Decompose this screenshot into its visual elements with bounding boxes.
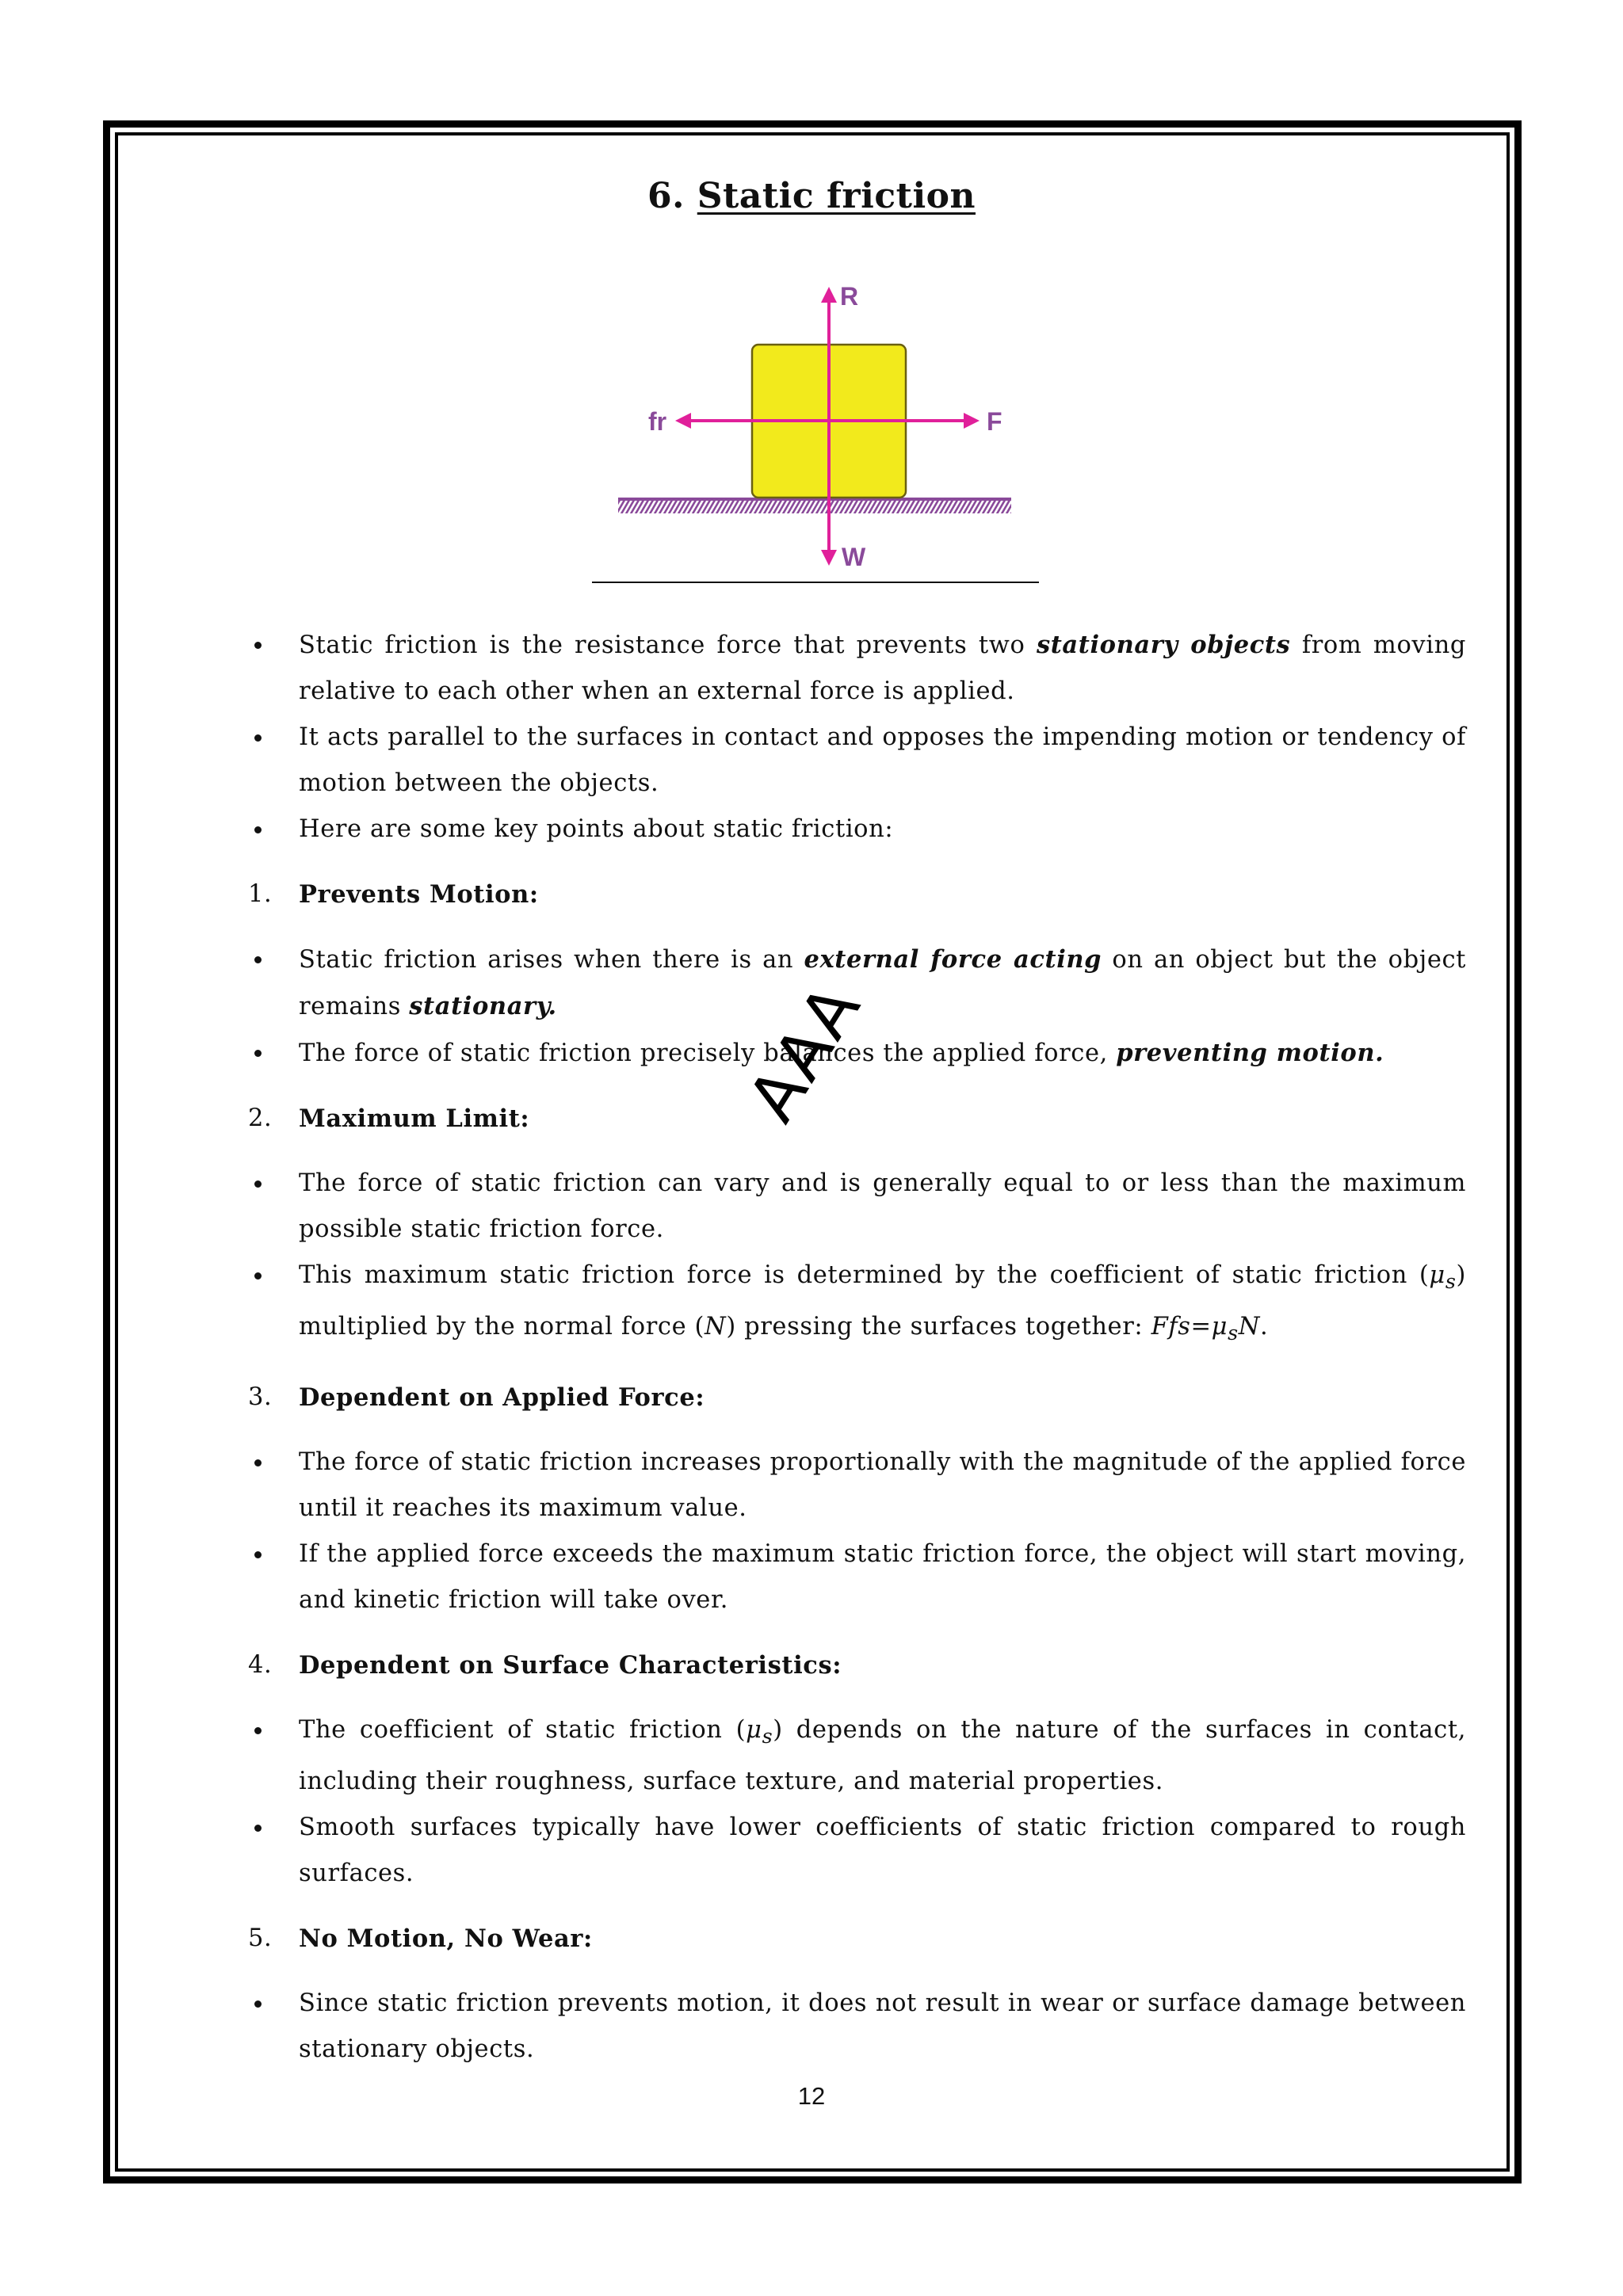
static-friction-diagram: [586, 276, 1046, 585]
page-number: 12: [797, 2082, 826, 2110]
bullet-item: The force of static friction precisely balances the applied force, preventing motion.: [242, 1030, 1466, 1077]
arrow-up-head: [821, 287, 837, 303]
bullet-item: Static friction arises when there is an external force acting on an object but the object remains stationary.: [242, 936, 1466, 1030]
section-heading: 1. Prevents Motion:: [248, 880, 539, 909]
section-heading: 4. Dependent on Surface Characteristics:: [248, 1651, 842, 1680]
section-heading: 3. Dependent on Applied Force:: [248, 1383, 705, 1413]
page-title: [0, 176, 1623, 216]
figure-rule: [592, 582, 1039, 583]
bullet-item: Smooth surfaces typically have lower coefficients of static friction compared to rough surfaces.: [242, 1805, 1466, 1897]
title-number: 6.: [647, 176, 685, 216]
bullet-item: Static friction is the resistance force that prevents two stationary objects from moving relative to each other when an external force is applied.: [242, 622, 1466, 715]
bullet-item: If the applied force exceeds the maximum static friction force, the object will start moving, and kinetic friction will take over.: [242, 1531, 1466, 1623]
bullet-item: The coefficient of static friction $(\mu_s)$ depends on the nature of the surfaces in contact, including their roughness, surface texture, and material properties.: [242, 1707, 1466, 1805]
title-text: Static friction: [697, 176, 976, 216]
section-heading: 5. No Motion, No Wear:: [248, 1924, 593, 1954]
ground-surface: [618, 499, 1011, 513]
bullet-item: This maximum static friction force is determined by the coefficient of static friction $(\mu_s)$ multiplied by the normal force (N) pressing the surfaces together: $Ffs=\mu_sN$.: [242, 1253, 1466, 1356]
bullet-item: It acts parallel to the surfaces in contact and opposes the impending motion or tendency of motion between the objects.: [242, 715, 1466, 807]
label-fr: fr: [648, 407, 667, 436]
bullet-item: The force of static friction increases proportionally with the magnitude of the applied force until it reaches its maximum value.: [242, 1440, 1466, 1531]
watermark: AAA: [733, 970, 876, 1135]
content: [242, 622, 1466, 2073]
label-R: R: [840, 282, 859, 311]
arrow-right-head: [964, 413, 980, 429]
bullet-item: Since static friction prevents motion, it does not result in wear or surface damage between stationary objects.: [242, 1981, 1466, 2073]
label-W: W: [842, 543, 866, 571]
arrow-left-head: [675, 413, 691, 429]
section-heading: 2. Maximum Limit:: [248, 1104, 530, 1133]
label-F: F: [987, 407, 1002, 436]
arrow-down-head: [821, 550, 837, 566]
arrows: [675, 287, 980, 566]
bullet-item: The force of static friction can vary and is generally equal to or less than the maximum possible static friction force.: [242, 1161, 1466, 1253]
bullet-item: Here are some key points about static friction:: [242, 807, 1466, 852]
